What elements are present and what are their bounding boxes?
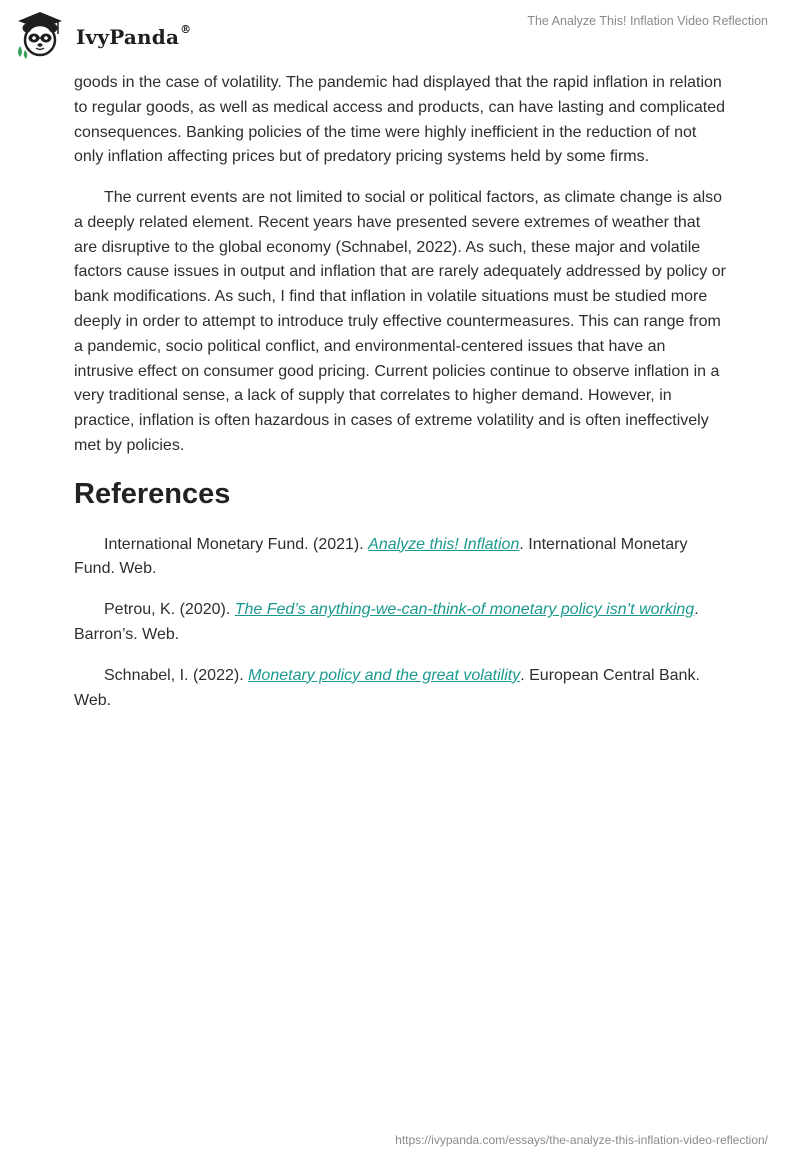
reference-item bbox=[74, 598, 726, 648]
page-header bbox=[0, 0, 800, 70]
logo-name: IvyPanda bbox=[76, 25, 180, 49]
reference-item bbox=[74, 664, 726, 714]
document-title: The Analyze This! Inflation Video Reflection bbox=[527, 14, 768, 28]
logo-text bbox=[76, 25, 191, 49]
reference-source: . International Monetary Fund. Web. bbox=[74, 535, 688, 578]
body-paragraph: goods in the case of volatility. The pandemic had displayed that the rapid inflation in relation to regular goods, as well as medical access and products, can have lasting and complicated consequences. Banking policies of the time were highly inefficient in the reduction of not only inflation affecting prices but of predatory pricing systems held by some firms. bbox=[74, 74, 726, 166]
essay-content bbox=[74, 71, 726, 729]
reference-item bbox=[74, 533, 726, 583]
panda-graduate-icon bbox=[14, 8, 66, 60]
reference-authors: Petrou, K. (2020). bbox=[104, 601, 235, 619]
registered-mark: ® bbox=[180, 23, 192, 36]
reference-link[interactable]: Monetary policy and the great volatility bbox=[248, 666, 521, 684]
ivypanda-logo[interactable] bbox=[14, 8, 191, 60]
reference-link[interactable]: Analyze this! Inflation bbox=[368, 535, 520, 553]
reference-authors: Schnabel, I. (2022). bbox=[104, 666, 249, 684]
reference-link[interactable]: The Fed’s anything-we-can-think-of monetary policy isn’t working bbox=[234, 601, 695, 619]
reference-authors: International Monetary Fund. (2021). bbox=[104, 535, 369, 553]
reference-source: . Barron’s. Web. bbox=[74, 601, 699, 643]
body-paragraph: The current events are not limited to social or political factors, as climate change is also a deeply related element. Recent years have presented severe extremes of weather that are disruptive to the global economy (Schnabel, 2022). As such, these major and volatile factors cause issues in output and inflation that are rarely adequately addressed by policy or bank modifications. As such, I find that inflation in volatile situations must be studied more deeply in order to attempt to introduce truly effective countermeasures. This can range from a pandemic, socio political conflict, and environmental-centered issues that have an intrusive effect on consumer good pricing. Current policies continue to observe inflation in a very traditional sense, a lack of supply that correlates to higher demand. However, in practice, inflation is often hazardous in cases of extreme volatility and is often ineffectively met by policies. bbox=[74, 188, 726, 454]
source-url[interactable]: https://ivypanda.com/essays/the-analyze-this-inflation-video-reflection/ bbox=[395, 1133, 768, 1147]
references-heading: References bbox=[74, 477, 231, 510]
reference-source: . European Central Bank. Web. bbox=[74, 666, 700, 709]
